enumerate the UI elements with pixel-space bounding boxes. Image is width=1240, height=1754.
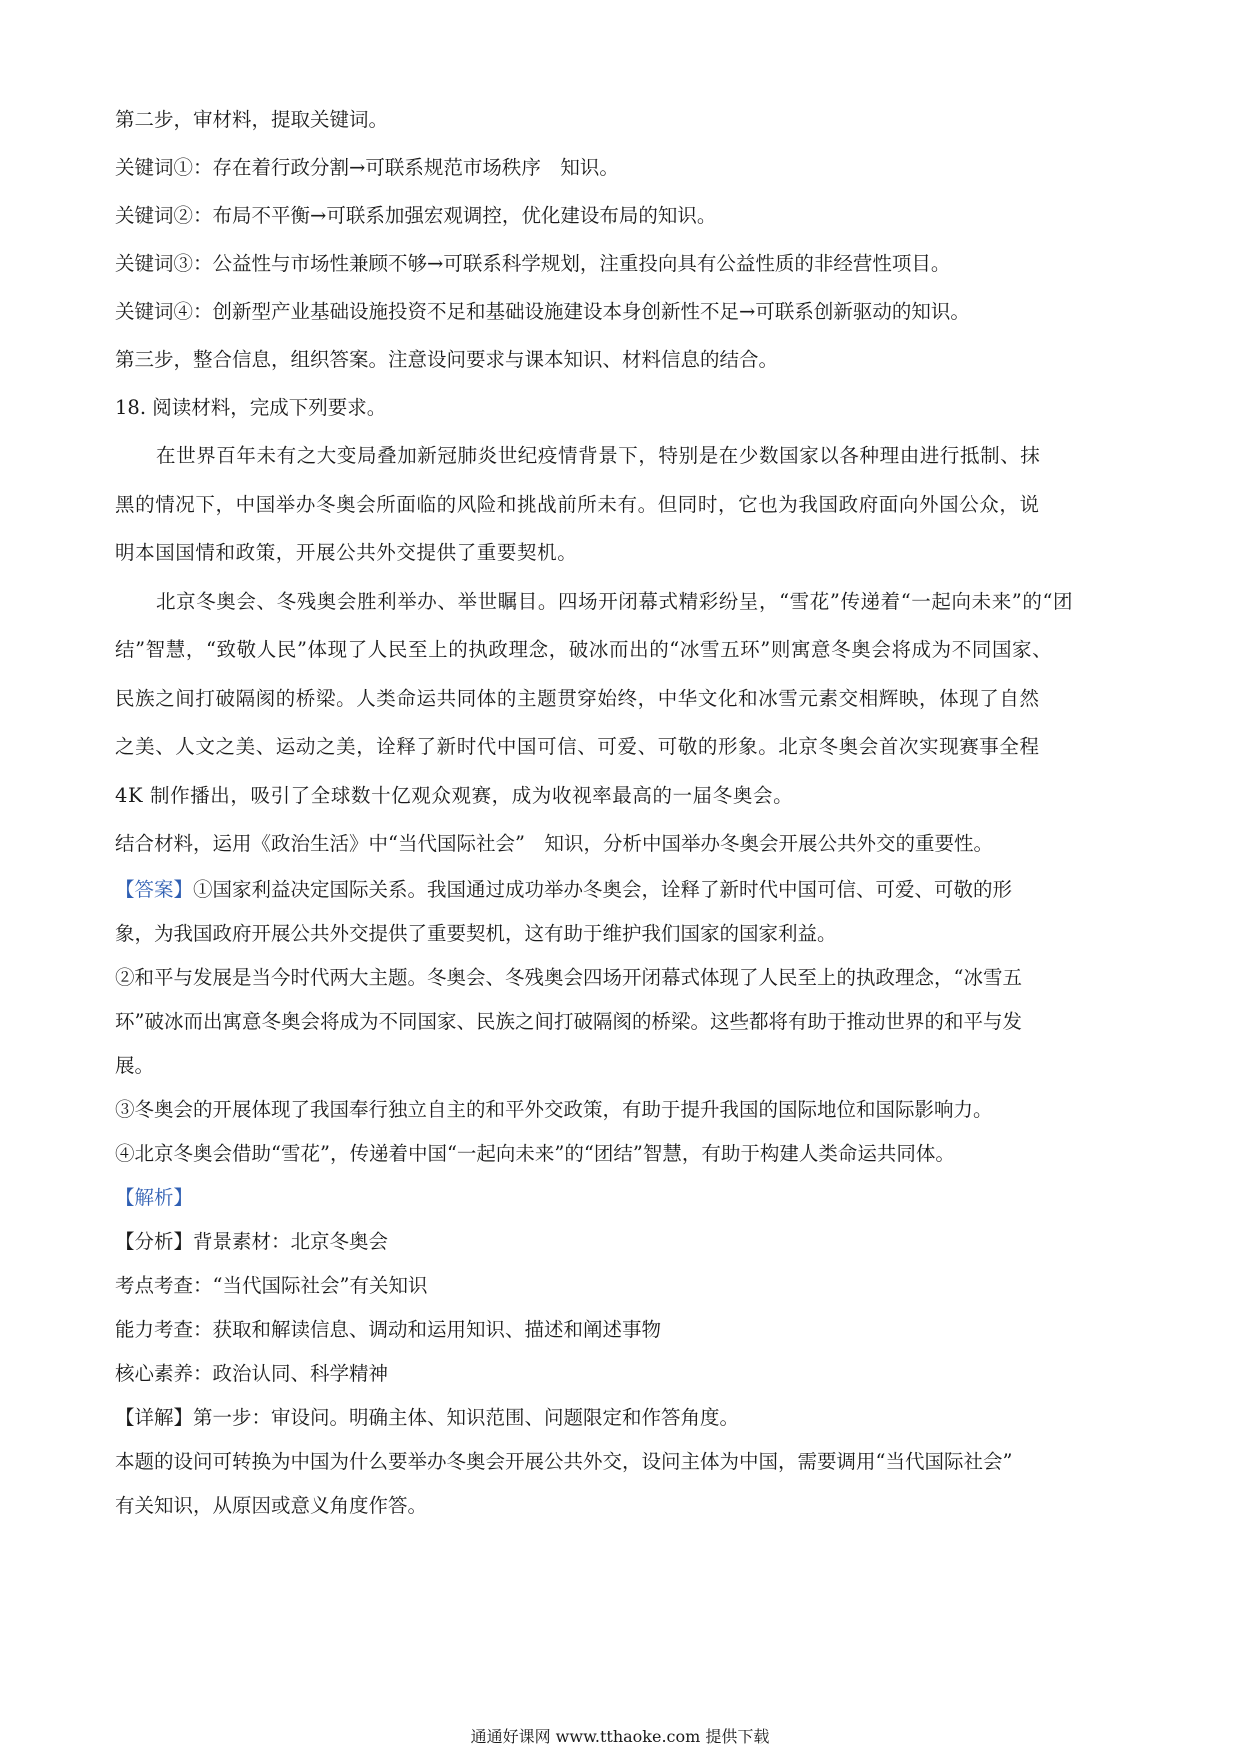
material-line: 黑的情况下，中国举办冬奥会所面临的风险和挑战前所未有。但同时，它也为我国政府面向外国公众，说 bbox=[115, 492, 1040, 516]
step-three-line: 第三步，整合信息，组织答案。注意设问要求与课本知识、材料信息的结合。 bbox=[115, 348, 779, 371]
material-line: 明本国国情和政策，开展公共外交提供了重要契机。 bbox=[115, 541, 578, 564]
analysis-line: 核心素养：政治认同、科学精神 bbox=[115, 1362, 389, 1385]
material-line: 民族之间打破隔阂的桥梁。人类命运共同体的主题贯穿始终，中华文化和冰雪元素交相辉映，体现了自然 bbox=[115, 686, 1040, 710]
analysis-line: 【分析】背景素材：北京冬奥会 bbox=[115, 1230, 389, 1253]
answer-line: 环”破冰而出寓意冬奥会将成为不同国家、民族之间打破隔阂的桥梁。这些都将有助于推动世界的和平与发 bbox=[115, 1010, 1022, 1033]
material-line: 之美、人文之美、运动之美，诠释了新时代中国可信、可爱、可敬的形象。北京冬奥会首次实现赛事全程 bbox=[115, 735, 1040, 758]
analysis-line: 本题的设问可转换为中国为什么要举办冬奥会开展公共外交，设问主体为中国，需要调用“当代国际社会” bbox=[115, 1450, 1013, 1473]
analysis-tag: 【解析】 bbox=[115, 1186, 194, 1209]
analysis-line: 考点考查：“当代国际社会”有关知识 bbox=[115, 1274, 428, 1297]
answer-section bbox=[115, 868, 1135, 1176]
material-line: 北京冬奥会、冬残奥会胜利举办、举世瞩目。四场开闭幕式精彩纷呈，“雪花”传递着“一起向未来”的“团 bbox=[156, 589, 1074, 613]
answer-line: ④北京冬奥会借助“雪花”，传递着中国“一起向未来”的“团结”智慧，有助于构建人类命运共同体。 bbox=[115, 1142, 955, 1165]
document-page bbox=[115, 96, 1135, 1528]
keyword-1-line: 关键词①：存在着行政分割→可联系规范市场秩序 知识。 bbox=[115, 156, 619, 179]
analysis-line: 有关知识，从原因或意义角度作答。 bbox=[115, 1494, 428, 1517]
analysis-line: 【详解】第一步：审设问。明确主体、知识范围、问题限定和作答角度。 bbox=[115, 1406, 740, 1429]
material-paragraph-2 bbox=[115, 578, 1135, 821]
answer-line: ②和平与发展是当今时代两大主题。冬奥会、冬残奥会四场开闭幕式体现了人民至上的执政理念，“冰雪五 bbox=[115, 966, 1022, 989]
material-paragraph-1 bbox=[115, 432, 1135, 578]
question-18-heading: 18. 阅读材料，完成下列要求。 bbox=[115, 396, 387, 419]
question-prompt: 结合材料，运用《政治生活》中“当代国际社会” 知识，分析中国举办冬奥会开展公共外交的重要性。 bbox=[115, 832, 993, 855]
answer-line: 象，为我国政府开展公共外交提供了重要契机，这有助于维护我们国家的国家利益。 bbox=[115, 922, 837, 945]
keyword-2-line: 关键词②：布局不平衡→可联系加强宏观调控，优化建设布局的知识。 bbox=[115, 204, 717, 227]
answer-line: ③冬奥会的开展体现了我国奉行独立自主的和平外交政策，有助于提升我国的国际地位和国际影响力。 bbox=[115, 1098, 993, 1121]
analysis-line: 能力考查：获取和解读信息、调动和运用知识、描述和阐述事物 bbox=[115, 1318, 662, 1341]
keyword-3-line: 关键词③：公益性与市场性兼顾不够→可联系科学规划，注重投向具有公益性质的非经营性项目。 bbox=[115, 252, 951, 275]
step-two-line: 第二步，审材料，提取关键词。 bbox=[115, 108, 389, 131]
answer-tag: 【答案】 bbox=[115, 878, 194, 901]
material-line: 4K 制作播出，吸引了全球数十亿观众观赛，成为收视率最高的一届冬奥会。 bbox=[115, 783, 794, 807]
material-line: 在世界百年未有之大变局叠加新冠肺炎世纪疫情背景下，特别是在少数国家以各种理由进行抵制、抹 bbox=[156, 444, 1041, 467]
answer-line: 【答案】①国家利益决定国际关系。我国通过成功举办冬奥会，诠释了新时代中国可信、可爱、可敬的形 bbox=[115, 878, 1013, 901]
analysis-section bbox=[115, 1176, 1135, 1528]
answer-line: 展。 bbox=[115, 1054, 155, 1077]
material-line: 结”智慧，“致敬人民”体现了人民至上的执政理念，破冰而出的“冰雪五环”则寓意冬奥会将成为不同国家、 bbox=[115, 638, 1053, 661]
keyword-4-line: 关键词④：创新型产业基础设施投资不足和基础设施建设本身创新性不足→可联系创新驱动的知识。 bbox=[115, 300, 970, 323]
page-footer: 通通好课网 www.tthaoke.com 提供下载 bbox=[470, 1727, 770, 1746]
